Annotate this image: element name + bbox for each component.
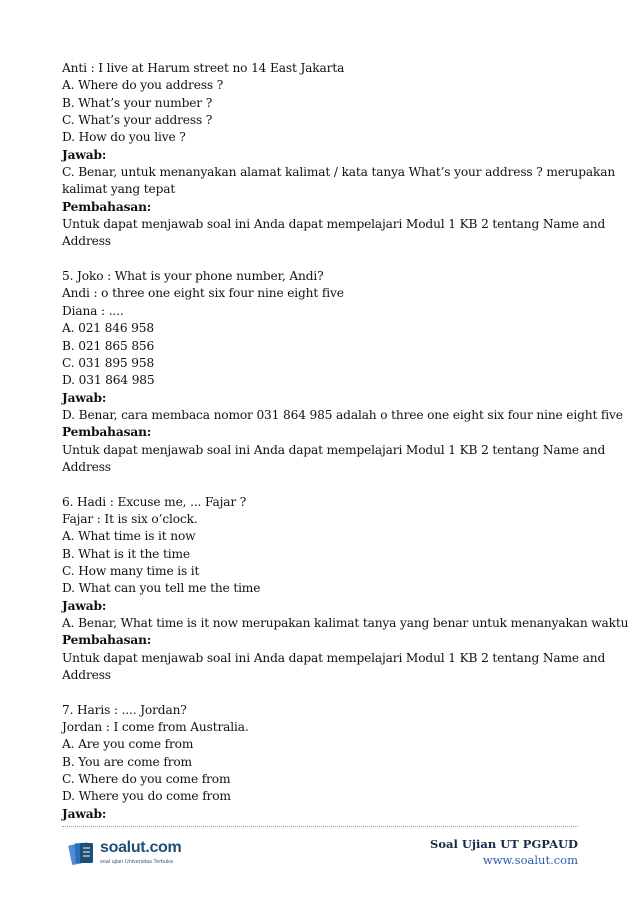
text-line: kalimat yang tepat xyxy=(62,182,176,197)
text-line: C. 031 895 958 xyxy=(62,355,155,370)
text-line: B. 021 865 856 xyxy=(62,338,155,353)
text-line: Address xyxy=(62,234,111,249)
footer-divider xyxy=(62,826,578,827)
blank-line xyxy=(62,684,592,701)
text-line: Address xyxy=(62,668,111,683)
text-line: Untuk dapat menjawab soal ini Anda dapat mempelajari Modul 1 KB 2 tentang Name and xyxy=(62,442,606,457)
section-label: Jawab: xyxy=(62,390,107,405)
text-line: Jordan : I come from Australia. xyxy=(62,720,249,735)
section-label: Pembahasan: xyxy=(62,425,152,440)
text-line: D. What can you tell me the time xyxy=(62,581,261,596)
text-line: D. Where you do come from xyxy=(62,789,231,804)
text-line: Diana : .... xyxy=(62,303,124,318)
text-line: C. Where do you come from xyxy=(62,772,231,787)
text-line: D. Benar, cara membaca nomor 031 864 985 adalah o three one eight six four nine eight five xyxy=(62,407,623,422)
text-line: 5. Joko : What is your phone number, Andi? xyxy=(62,269,324,284)
footer-url-link[interactable]: www.soalut.com xyxy=(482,853,578,867)
text-line: B. What is it the time xyxy=(62,546,190,561)
footer-title: Soal Ujian UT PGPAUD xyxy=(430,837,578,851)
text-line: Anti : I live at Harum street no 14 East Jakarta xyxy=(62,61,345,75)
document-body xyxy=(62,60,629,823)
footer-info xyxy=(430,836,578,868)
text-line: Andi : o three one eight six four nine eight five xyxy=(62,286,344,301)
text-line: 7. Haris : .... Jordan? xyxy=(62,702,187,717)
blank-line xyxy=(62,476,592,493)
text-line: C. How many time is it xyxy=(62,563,200,578)
text-line: A. Are you come from xyxy=(62,737,194,752)
logo-book-icon xyxy=(66,838,98,870)
text-line: Untuk dapat menjawab soal ini Anda dapat mempelajari Modul 1 KB 2 tentang Name and xyxy=(62,217,606,232)
section-label: Jawab: xyxy=(62,806,107,821)
text-line: A. What time is it now xyxy=(62,529,196,544)
text-line: A. 021 846 958 xyxy=(62,321,154,336)
text-line: Untuk dapat menjawab soal ini Anda dapat mempelajari Modul 1 KB 2 tentang Name and xyxy=(62,650,606,665)
text-line: D. How do you live ? xyxy=(62,130,186,145)
soalut-logo xyxy=(66,838,196,872)
blank-line xyxy=(62,251,592,268)
logo-wordmark: soalut.com xyxy=(100,839,182,856)
text-line: Fajar : It is six o’clock. xyxy=(62,511,198,526)
text-line: A. Where do you address ? xyxy=(62,78,224,93)
section-label: Pembahasan: xyxy=(62,633,152,648)
text-line: B. You are come from xyxy=(62,754,192,769)
logo-subtitle: soal ujian Universitas Terbuka xyxy=(100,859,173,865)
section-label: Jawab: xyxy=(62,147,107,162)
text-line: B. What’s your number ? xyxy=(62,95,213,110)
text-line: C. What’s your address ? xyxy=(62,113,213,128)
text-line: C. Benar, untuk menanyakan alamat kalimat / kata tanya What’s your address ? merupakan xyxy=(62,165,616,180)
text-line: A. Benar, What time is it now merupakan kalimat tanya yang benar untuk menanyakan waktu xyxy=(62,616,629,630)
section-label: Pembahasan: xyxy=(62,199,152,214)
text-line: D. 031 864 985 xyxy=(62,373,155,388)
text-line: Address xyxy=(62,459,111,474)
section-label: Jawab: xyxy=(62,598,107,613)
text-line: 6. Hadi : Excuse me, ... Fajar ? xyxy=(62,494,247,509)
